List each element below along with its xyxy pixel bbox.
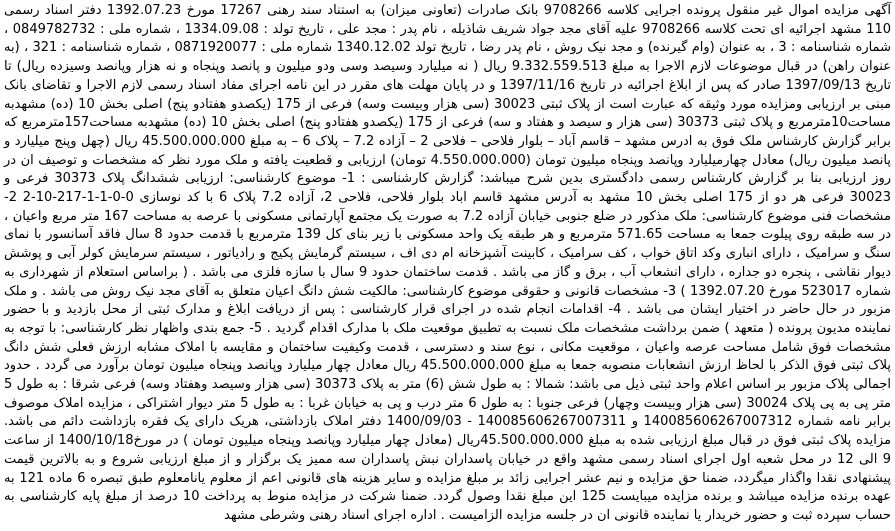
notice-body-text: آگهی مزایده اموال غیر منقول پرونده اجرایی کلاسه 9708266 بانک صادرات (تعاونی میزان) به استناد سند رهنی 17267 مورخ 1392.07.23 دفتر اسناد رسمی 110 مشهد اجرائیه ای تحت کلاسه 9708266 علیه آقای مجد جواد شریف شاذیله ، نام پدر : مجد علی ، تاریخ تولد : 1334.09.08 ، شماره ملی : 0849782732 ، شماره شناسنامه : 3 ، به عنوان (وام گیرنده) و مجد نیک روش ، نام پدر رضا ، تاریخ تولد 1340.12.02 شماره ملی : 0871920077 ، شماره شناسنامه : 321 ، (به عنوان راهن) در قبال موضوعات لازم الاجرا به مبلغ 9.332.559.513 ریال ( نه میلیارد وسیصد وسی ودو میلیون و پانصد وپنجاه و نه هزار وپانصد وسیزده ریال) تا تاریخ 1397/09/13 صادر که پس از ابلاغ اجرائیه در تاریخ 1397/11/16 و در پایان مهلت های مقرر در این نامه اجرای مفاد اسناد رسمی لازم الاجرا و تقاضای بانک مبنی بر ارزیابی ومزایده مورد وثیقه که عبارت است از پلاک ثبتی 30023 (سی هزار وبیست وسه) فرعی از 175 (یکصدو هفتادو پنج) اصلی بخش 10 (ده) مشهدبه مساحت10مترمربع و پلاک ثبتی 30373 (سی هزار و سیصد و هفتاد و سه) فرعی از 175 (یکصدو هفتادو پنج) اصلی بخش 10 (ده) مشهدبه مساحت157مترمربع که برابر گزارش کارشناس ملک فوق به ادرس مشهد – قاسم آباد – بلوار فلاحی – فلاحی 2 – آزاده 7.2 – پلاک 6 – به مبلغ 45.500.000.000 ریال (چهل وپنج میلیارد و پانصد میلیون ریال) معادل چهارمیلیارد وپانصد وپنجاه میلیون تومان (4.550.000.000 تومان) ارزیابی و قطعیت یافته و ملک مورد نظر که مشخصات و توصیف ان در روز ارزیابی بنا بر گزارش کارشناس رسمی دادگستری بدین شرح میباشد: گزارش کارشناسی : 1- موضوع کارشناسی: ارزیابی ششدانگ پلاک 30373 فرعی و 30023 فرعی هر دو از 175 اصلی بخش 10 مشهد به آدرس مشهد قاسم اباد بلوار فلاحی، فلاحی 2، آزاده 7.2 پلاک 6 با کد نوسازی 0-0-1-1-217-10-2 2- مشخصات فنی موضوع کارشناسی: ملک مذکور در ضلع جنوبی خیابان آزاده 7.2 به صورت یک مجتمع آپارتمانی مسکونی با عرصه به مساحت 167 متر مربع واعیان ، در سه طبقه روی پیلوت جمعا به مساحت 571.65 مترمربع و هر طبقه یک واحد مسکونی با زیر بنای کل 139 مترمربع با قدمت حدود 8 سال فاقد آسانسور با نمای سنگ و سرامیک ، دارای انباری وکد اتاق خواب ، کف سرامیک ، کابینت آشپزخانه ام دی اف ، سیستم گرمایش پکیج و رادیاتور ، سیستم سرمایش کولر آبی و پوشش دیوار نقاشی ، پنجره دو جداره ، دارای انشعاب آب ، برق و گاز می باشد . قدمت ساختمان حدود 9 سال با سازه فلزی می باشد . ( براساس استعلام از شهرداری به شماره 523017 مورخ 1392.07.20 ) 3- مشخصات قانونی و حقوقی موضوع کارشناسی: مالکیت شش دانگ اعیان متعلق به آقای مجد نیک روش می باشد . و ملک مزبور در حال حاضر در اختیار ایشان می باشد . 4- اقدامات انجام شده در اجرای قرار کارشناسی : پس از دریافت ابلاغ و مدارک ثبتی از محل بازدید و با حضور نماینده مدیون پرونده ( متعهد ) ضمن برداشت مشخصات ملک نسبت به تطبیق موقعیت ملک با مدارک اقدام گردید . 5- جمع بندی واظهار نظر کارشناسی: با توجه به مشخصات فوق شامل مساحت عرصه واعیان ، موقعیت مکانی ، نوع سند و دسترسی ، قدمت وکیفیت ساختمان و مقایسه با املاک مشابه ارزش فعلی شش دانگ پلاک ثبتی فوق الذکر با لحاظ ارزش انشعابات منصوبه جمعا به مبلغ 45.500.000.000 ریال معادل چهار میلیارد وپانصد وپنجاه میلیون تومان برآورد می گردد . حدود اجمالی پلاک مزبور بر اساس اعلام واحد ثبتی ذیل می باشد: شمالا : به طول شش (6) متر به پلاک 30373 (سی هزار وسیصد وهفتاد وسه) فرعی شرقا : به طول 5 متر پی به پی پلاک 30024 (سی هزار وبیست وچهار) فرعی جنوبا : به طول 6 متر درب و پی به خیابان غربا : به طول 5 متر دیوار اشتراکی ، مزایده املاک موصوف برابر نامه شماره 140085606267007312 و 140085606267007311 - 1400/09/03 دفتر املاک بازداشتی، هریک دارای یک فقره بازداشت دائم می باشد. مزایده پلاک ثبتی فوق در قبال مبلغ ارزیابی شده به مبلغ 45.500.000.000ریال (معادل چهار میلیارد وپانصد وپنجاه میلیون تومان ) در مورخ1400/10/18 از ساعت 9 الی 12 در محل شعبه اول اجرای اسناد رسمی مشهد واقع در خیابان پاسداران نبش پاسداران سه ممیز یک برگزار و از مبلغ ارزیابی شروع و به بالاترین قیمت پیشنهادی نقدا واگذار میگردد، ضمنا حق مزایده و نیم عشر اجرایی زائد بر مبلغ مزایده و سایر هزینه های قانونی اعم از معلوم یانامعلوم طبق تبصره 6 ماده 121 به عهده برنده مزایده میباشد و برنده مزایده میبایست 125 این مبلغ نقدا وصول گردد. ضمنا شرکت در مزایده منوط به پرداخت 10 درصد از مبلغ پایه کارشناسی به حساب سپرده ثبت و حضور خریدار یا نماینده قانونی ان در جلسه مزایده الزامیست . اداره اجرای اسناد رهنی وشرطی مشهد	[4, 3, 892, 523]
